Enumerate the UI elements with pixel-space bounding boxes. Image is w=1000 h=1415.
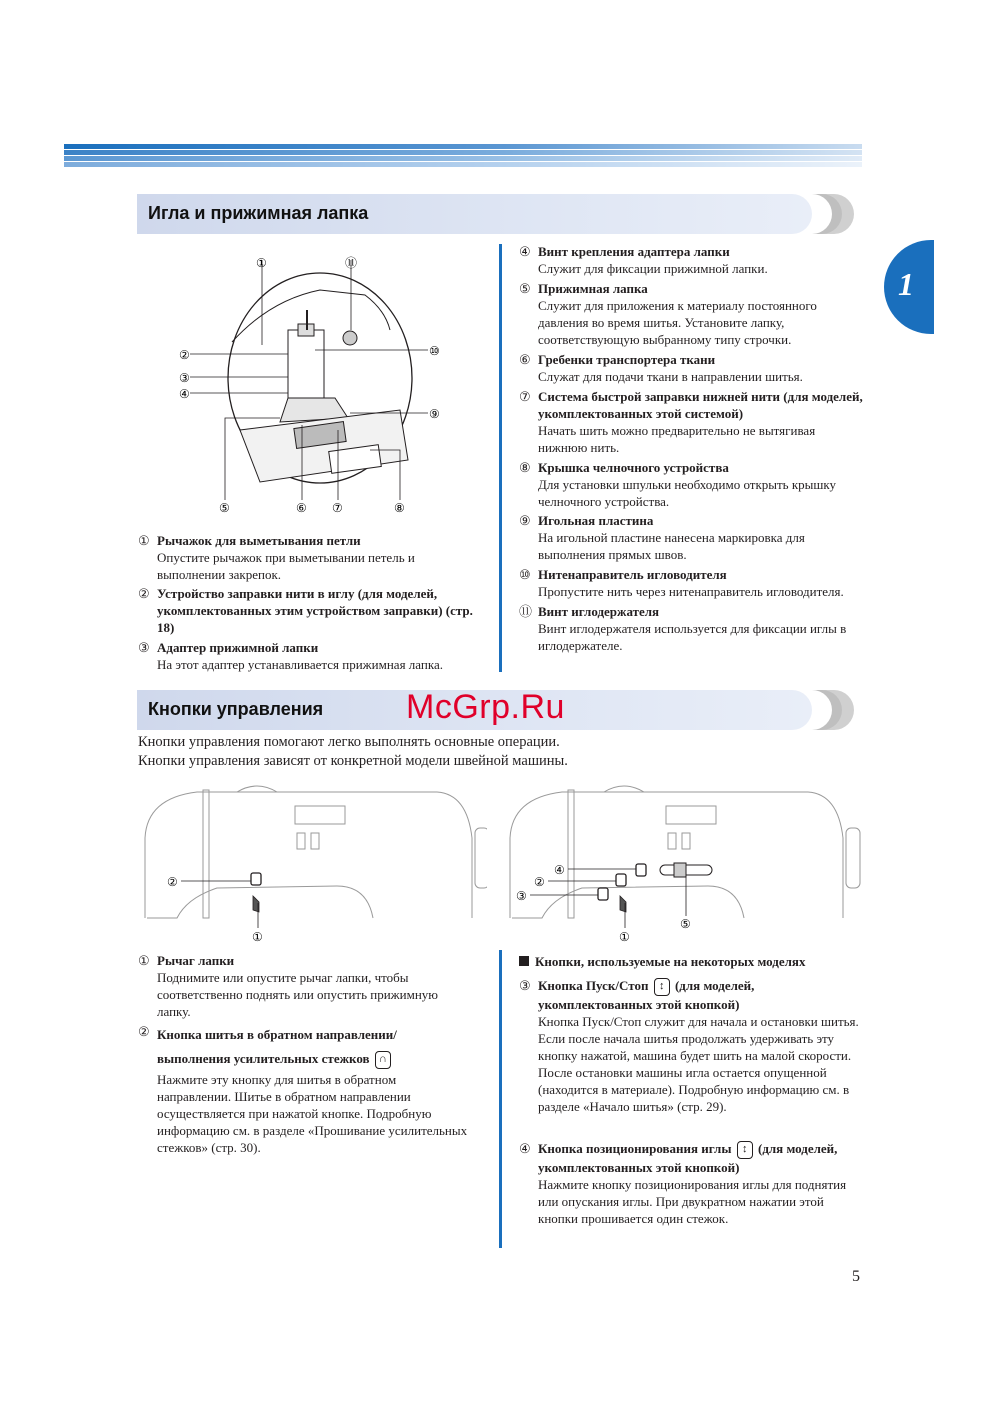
item-title: Кнопка Пуск/Стоп (538, 978, 649, 993)
item-desc: Служит для фиксации прижимной лапки. (538, 261, 768, 276)
item-number: ② (138, 1024, 150, 1039)
square-bullet-icon (519, 956, 529, 966)
item-number: ④ (519, 1141, 531, 1156)
item-number: ④ (519, 244, 531, 259)
needle-item-7 (519, 388, 864, 456)
item-desc: Для установки шпульки необходимо открыть крышку челночного устройства. (538, 477, 837, 509)
item-title: Винт крепления адаптера лапки (538, 244, 730, 259)
callout-9: ⑨ (429, 407, 440, 421)
fig2-callout-2: ② (534, 875, 545, 889)
item-title: Нитенаправитель игловодителя (538, 567, 727, 582)
item-desc: Начать шить можно предварительно не вытягивая нижнюю нить. (538, 423, 816, 455)
item-desc: Служит для приложения к материалу постоянного давления во время шитья. Установите лапку, соответствующую выбранному типу строчки. (538, 298, 817, 347)
subheading-text: Кнопки, используемые на некоторых моделях (535, 954, 806, 969)
needle-position-icon: ↕ (737, 1141, 753, 1159)
fig2-callout-1: ① (619, 930, 630, 944)
item-title: Винт иглодержателя (538, 604, 660, 619)
callout-7: ⑦ (332, 501, 343, 515)
item-desc: Винт иглодержателя используется для фиксации иглы в иглодержателе. (538, 621, 847, 653)
item-number: ② (138, 586, 150, 601)
callout-2: ② (179, 348, 190, 362)
item-desc: Нажмите эту кнопку для шитья в обратном направлении. Шитье в обратном направлении осуществляется при нажатой кнопке. Подробную информацию см. в разделе «Прошивание усилительных стежков» (стр. 30). (157, 1072, 468, 1155)
item-desc: На игольной пластине нанесена маркировка для выполнения прямых швов. (538, 530, 805, 562)
item-desc: Кнопка Пуск/Стоп служит для начала и остановки шитья. Если после начала шитья продолжать удерживать эту кнопку нажатой, машина будет шить на малой скорости. После остановки машины игла остается опущенной (находится в материале). Подробную информацию см. в разделе «Начало шитья» (стр. 29). (538, 1014, 859, 1115)
needle-item-2 (138, 585, 483, 636)
fig2-callout-5: ⑤ (680, 917, 691, 931)
callout-11: ⑪ (345, 256, 358, 270)
section-title-needle: Игла и прижимная лапка (148, 203, 369, 223)
machine-diagram-advanced (508, 778, 863, 948)
needle-item-6 (519, 351, 864, 385)
item-number: ③ (138, 640, 150, 655)
item-number: ⑪ (519, 604, 533, 619)
fig1-callout-2: ② (167, 875, 178, 889)
callout-4: ④ (179, 387, 190, 401)
callout-6: ⑥ (296, 501, 307, 515)
machine-diagram-basic (137, 778, 487, 948)
needle-item-4 (519, 243, 864, 277)
item-desc: На этот адаптер устанавливается прижимная лапка. (157, 657, 443, 672)
item-number: ⑥ (519, 352, 531, 367)
section-header-needle (137, 194, 812, 234)
item-number: ⑨ (519, 513, 531, 528)
needle-item-3 (138, 639, 483, 673)
needle-item-1 (138, 532, 483, 583)
needle-item-11 (519, 603, 864, 654)
item-desc: Служат для подачи ткани в направлении шитья. (538, 369, 803, 384)
button-item-4 (519, 1140, 864, 1227)
callout-8: ⑧ (394, 501, 405, 515)
callout-3: ③ (179, 371, 190, 385)
intro-text-2: Кнопки управления зависят от конкретной модели швейной машины. (138, 753, 568, 769)
section-title-buttons: Кнопки управления (148, 699, 324, 719)
item-title: Адаптер прижимной лапки (157, 640, 319, 655)
needle-item-9 (519, 512, 864, 563)
button-item-3 (519, 977, 864, 1115)
item-title: Игольная пластина (538, 513, 654, 528)
start-stop-icon: ↕ (654, 978, 670, 996)
item-title-suffix: (для моделей, укомплектованных этой кнопкой) (538, 1141, 838, 1176)
button-item-2 (138, 1023, 468, 1156)
item-desc: Пропустите нить через нитенаправитель игловодителя. (538, 584, 844, 599)
item-desc: Поднимите или опустите рычаг лапки, чтобы соответственно поднять или опустить прижимную лапку. (157, 970, 439, 1019)
item-title: Гребенки транспортера ткани (538, 352, 716, 367)
needle-presser-foot-diagram (170, 250, 460, 518)
header-stripe-bar (64, 144, 862, 168)
item-title: Прижимная лапка (538, 281, 648, 296)
fig1-callout-1: ① (252, 930, 263, 944)
item-title: Кнопка шитья в обратном направлении/выполнения усилительных стежков (157, 1027, 397, 1066)
item-title: Крышка челночного устройства (538, 460, 729, 475)
subheading-optional-buttons (519, 953, 864, 970)
needle-item-5 (519, 280, 864, 348)
item-title: Кнопка позиционирования иглы (538, 1141, 732, 1156)
needle-item-8 (519, 459, 864, 510)
page-number: 5 (852, 1268, 860, 1285)
callout-1: ① (256, 256, 267, 270)
item-number: ① (138, 533, 150, 548)
column-divider (499, 244, 502, 672)
fig2-callout-4: ④ (554, 863, 565, 877)
item-number: ⑦ (519, 389, 531, 404)
item-number: ⑤ (519, 281, 531, 296)
watermark: McGrp.Ru (406, 688, 565, 726)
fig2-callout-3: ③ (516, 889, 527, 903)
needle-item-10 (519, 566, 864, 600)
item-number: ⑧ (519, 460, 531, 475)
item-title-suffix: (для моделей, укомплектованных этой кнопкой) (538, 978, 755, 1013)
button-item-1 (138, 952, 468, 1020)
item-number: ⑩ (519, 567, 531, 582)
item-number: ③ (519, 978, 531, 993)
item-title: Рычажок для выметывания петли (157, 533, 361, 548)
column-divider (499, 950, 502, 1248)
chapter-tab (884, 240, 934, 334)
chapter-number: 1 (898, 266, 914, 302)
item-desc: Нажмите кнопку позиционирования иглы для поднятия или опускания иглы. При двукратном нажатии этой кнопки прошивается один стежок. (538, 1177, 847, 1227)
section-header-cap (812, 194, 860, 234)
item-title: Устройство заправки нити в иглу (для моделей, укомплектованных этим устройством заправки) (стр. 18) (157, 586, 473, 635)
intro-text-1: Кнопки управления помогают легко выполнять основные операции. (138, 734, 560, 750)
item-title: Система быстрой заправки нижней нити (для моделей, укомплектованных этой системой) (538, 389, 863, 421)
item-number: ① (138, 953, 150, 968)
item-title: Рычаг лапки (157, 953, 235, 968)
callout-5: ⑤ (219, 501, 230, 515)
reverse-stitch-icon: ∩ (375, 1051, 391, 1069)
callout-10: ⑩ (429, 344, 440, 358)
item-desc: Опустите рычажок при выметывании петель и выполнении закрепок. (157, 550, 415, 582)
section-header-cap (812, 690, 860, 730)
